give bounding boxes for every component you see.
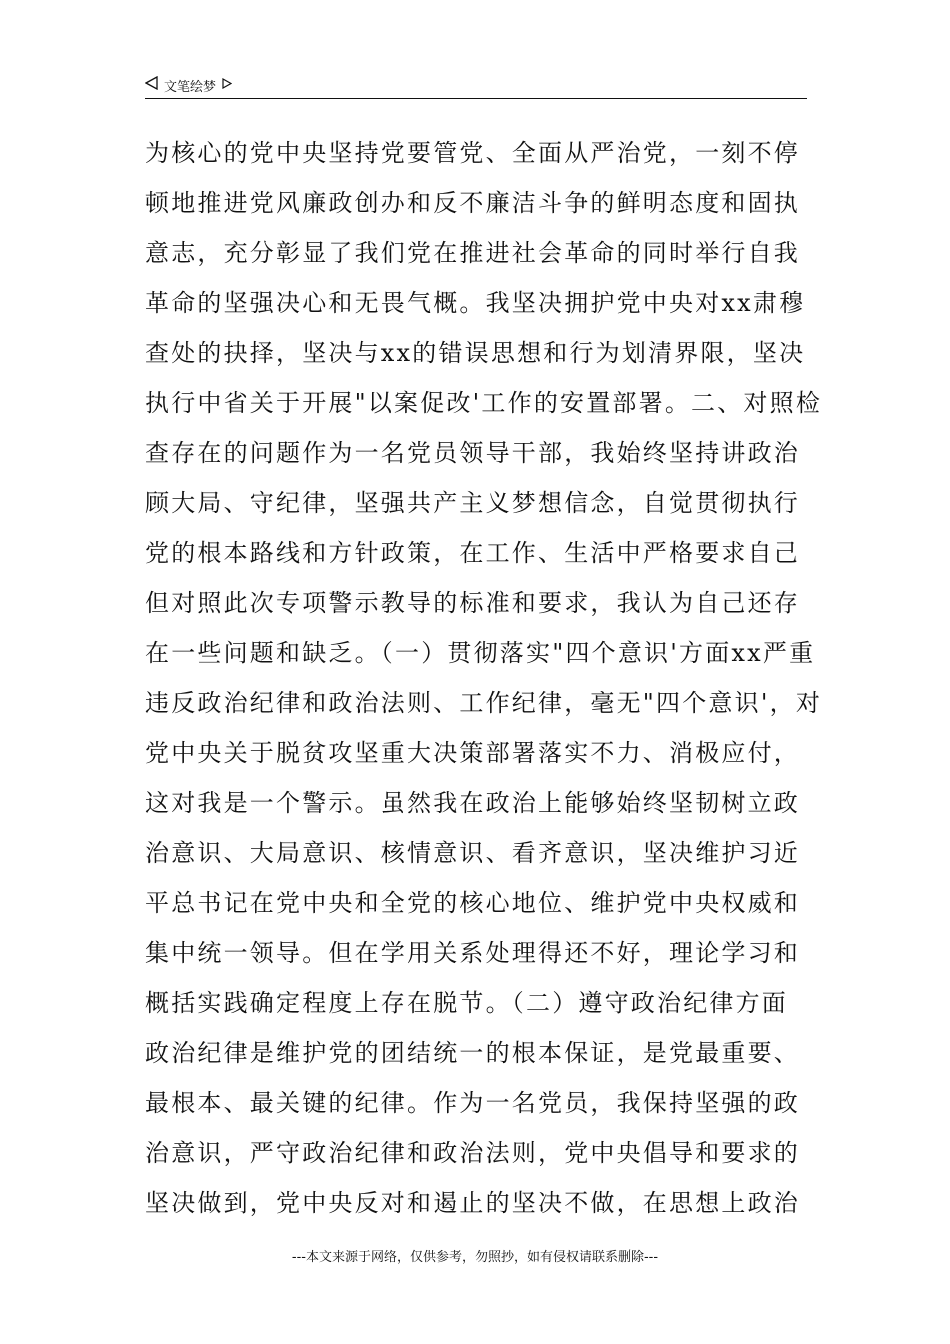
text-line: 查处的抉择，坚决与xx的错误思想和行为划清界限，坚决: [145, 339, 806, 367]
text-line: 革命的坚强决心和无畏气概。我坚决拥护党中央对xx肃穆: [145, 289, 806, 317]
text-line: 治意识、大局意识、核情意识、看齐意识，坚决维护习近: [145, 839, 800, 867]
text-line: 这对我是一个警示。虽然我在政治上能够始终坚韧树立政: [145, 789, 800, 817]
brand-name: 文笔绘梦: [164, 79, 217, 95]
text-line: 党的根本路线和方针政策，在工作、生活中严格要求自己: [145, 539, 800, 567]
text-line: 顿地推进党风廉政创办和反不廉洁斗争的鲜明态度和固执: [145, 189, 800, 217]
text-line: 概括实践确定程度上存在脱节。（二）遵守政治纪律方面: [145, 989, 788, 1017]
text-line: 党中央关于脱贫攻坚重大决策部署落实不力、消极应付，: [145, 739, 800, 767]
text-line: 坚决做到，党中央反对和遏止的坚决不做，在思想上政治: [145, 1189, 800, 1217]
text-line: 平总书记在党中央和全党的核心地位、维护党中央权威和: [145, 889, 800, 917]
text-line: 顾大局、守纪律，坚强共产主义梦想信念，自觉贯彻执行: [145, 489, 800, 517]
text-line: 查存在的问题作为一名党员领导干部，我始终坚持讲政治: [145, 439, 800, 467]
page-header: [145, 74, 807, 96]
text-line: 在一些问题和缺乏。（一）贯彻落实"四个意识'方面xx严重: [145, 639, 816, 667]
text-line: 为核心的党中央坚持党要管党、全面从严治党，一刻不停: [145, 139, 800, 167]
document-body: [145, 128, 823, 1228]
triangle-right-icon: [222, 78, 232, 92]
triangle-left-icon: [145, 76, 158, 94]
text-line: 意志，充分彰显了我们党在推进社会革命的同时举行自我: [145, 239, 800, 267]
text-line: 执行中省关于开展"以案促改'工作的安置部署。二、对照检: [145, 389, 823, 417]
text-line: 治意识，严守政治纪律和政治法则，党中央倡导和要求的: [145, 1139, 800, 1167]
text-line: 违反政治纪律和政治法则、工作纪律，毫无"四个意识'，对: [145, 689, 823, 717]
header-divider: [145, 98, 807, 99]
source-disclaimer: ---本文来源于网络，仅供参考，勿照抄，如有侵权请联系删除---: [291, 1250, 659, 1265]
text-line: 集中统一领导。但在学用关系处理得还不好，理论学习和: [145, 939, 800, 967]
text-line: 但对照此次专项警示教导的标准和要求，我认为自己还存: [145, 589, 800, 617]
text-line: 最根本、最关键的纪律。作为一名党员，我保持坚强的政: [145, 1089, 800, 1117]
text-line: 政治纪律是维护党的团结统一的根本保证，是党最重要、: [145, 1039, 800, 1067]
